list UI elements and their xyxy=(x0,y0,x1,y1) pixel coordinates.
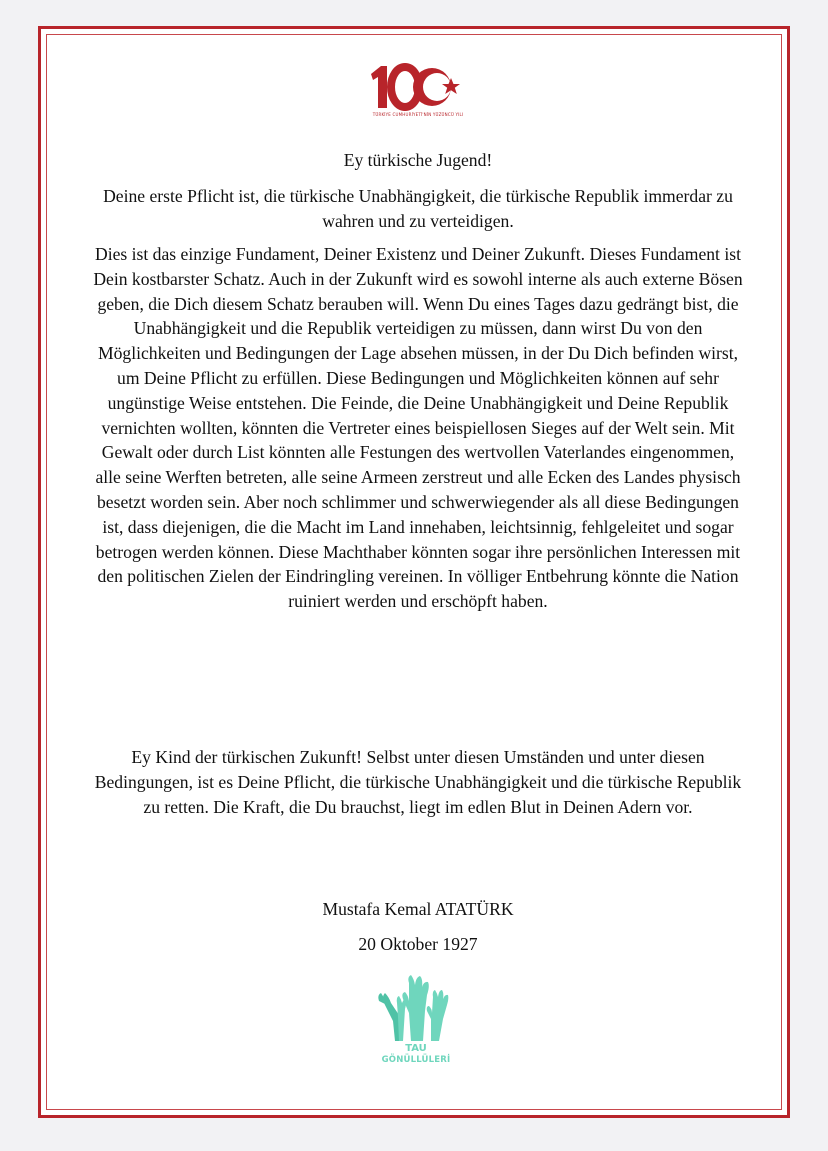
letter-paragraph-3 xyxy=(87,745,749,819)
signature-name xyxy=(87,897,749,922)
document-page xyxy=(46,34,782,1110)
letter-greeting xyxy=(87,148,749,173)
tau-volunteers-logo xyxy=(371,975,461,1075)
tau-logo-line1: TAU xyxy=(405,1043,427,1054)
signature-date xyxy=(87,932,749,957)
centennial-100-icon xyxy=(363,60,473,112)
signature-date-text: 20 Oktober 1927 xyxy=(358,934,478,954)
centennial-caption: TÜRKİYE CUMHURİYETİ'NİN YÜZÜNCÜ YILI xyxy=(372,112,464,117)
centennial-logo xyxy=(363,60,473,122)
document-frame xyxy=(38,26,790,1118)
greeting-text: Ey türkische Jugend! xyxy=(343,150,493,170)
raised-hands-icon xyxy=(371,975,461,1043)
paragraph-3-text: Ey Kind der türkischen Zukunft! Selbst unter diesen Umständen und unter diesen Bedingungen, ist es Deine Pflicht, die türkische Unabhängigkeit und die türkische Republik zu retten. Die Kraft, die Du brauchst, liegt im edlen Blut in Deinen Adern vor. xyxy=(94,747,742,817)
signature-name-text: Mustafa Kemal ATATÜRK xyxy=(322,899,514,919)
tau-logo-line2: GÖNÜLLÜLERİ xyxy=(381,1055,451,1065)
letter-paragraph-2 xyxy=(87,242,749,614)
paragraph-1-text: Deine erste Pflicht ist, die türkische Unabhängigkeit, die türkische Republik immerdar zu wahren und zu verteidigen. xyxy=(103,186,733,231)
paragraph-2-text: Dies ist das einzige Fundament, Deiner Existenz und Deiner Zukunft. Dieses Fundament ist Dein kostbarster Schatz. Auch in der Zukunft wird es sowohl interne als auch externe Bösen geben, die Dich diesem Schatz berauben will. Wenn Du eines Tages dazu gedrängt bist, die Unabhängigkeit und die Republik verteidigen zu müssen, dann wirst Du von den Möglichkeiten und Bedingungen der Lage absehen müssen, in der Du Dich befinden wirst, um Deine Pflicht zu erfüllen. Diese Bedingungen und Möglichkeiten können auf sehr ungünstige Weise entstehen. Die Feinde, die Deine Unabhängigkeit und Deine Republik vernichten wollten, könnten die Vertreter eines beispiellosen Sieges auf der Welt sein. Mit Gewalt oder durch List könnten alle Festungen des wertvollen Vaterlandes eingenommen, alle seine Werften betreten, alle seine Armeen zerstreut und alle Ecken des Landes physisch besetzt worden sein. Aber noch schlimmer und schwerwiegender als all diese Bedingungen ist, dass diejenigen, die die Macht im Land innehaben, leichtsinnig, fehlgeleitet und sogar betrogen werden können. Diese Machthaber könnten sogar ihre persönlichen Interessen mit den politischen Zielen der Eindringling vereinen. In völliger Entbehrung könnte die Nation ruiniert werden und erschöpft haben. xyxy=(93,244,743,612)
letter-paragraph-1 xyxy=(87,184,749,234)
